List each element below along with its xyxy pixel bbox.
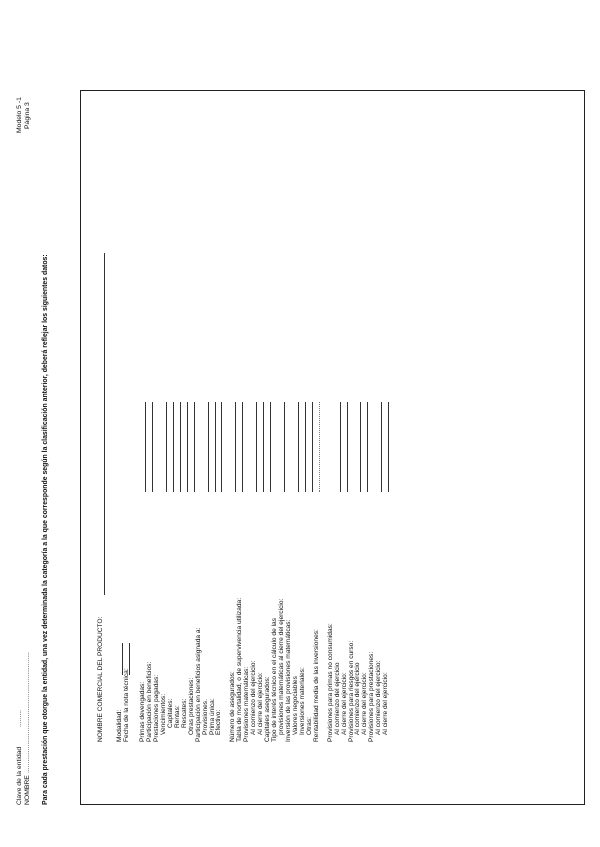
form-line-label: Capitales: — [166, 698, 174, 728]
form-line-label: Provisiones para prestaciones: — [368, 651, 376, 742]
form-line-label: Provisiones. — [201, 699, 209, 735]
entry-line[interactable] — [215, 402, 216, 492]
form-line-label: Rentabilidad media de las inversiones: — [312, 629, 320, 742]
form-line-label: Al cierre del ejercicio: — [361, 672, 369, 735]
modelo-label: Modelo 5 -1 — [16, 97, 23, 133]
form-line-label: Número de asegurados: — [229, 671, 237, 742]
fecha-nota-line[interactable] — [129, 643, 130, 675]
entry-line[interactable] — [180, 402, 181, 492]
entry-line[interactable] — [340, 402, 341, 492]
entry-line[interactable] — [152, 402, 153, 492]
entry-line[interactable] — [235, 402, 236, 492]
form-line-label: Prestaciones pagadas: — [152, 674, 160, 742]
form-line-label: Valores negociables — [291, 676, 299, 735]
form-line-label: Rescates: — [180, 698, 188, 728]
entry-line[interactable] — [263, 402, 264, 492]
entry-line[interactable] — [194, 402, 195, 492]
form-line-label: Tabla de mortalidad, o de supervivencia utilizada: — [236, 597, 244, 742]
form-line-label: Rentas: — [173, 705, 181, 728]
entry-line[interactable] — [312, 402, 313, 492]
form-line-label: Al comienzo del ejercicio: — [375, 660, 383, 735]
form-line-label: Al cierre del ejercicio: — [257, 672, 265, 735]
entry-line[interactable] — [298, 402, 299, 492]
form-line-label: Tipo de interés técnico en el cálculo de las — [271, 617, 279, 742]
entry-line[interactable] — [208, 402, 209, 492]
entry-line[interactable] — [305, 402, 306, 492]
form-line-label: Al cierre del ejercicio: — [382, 672, 390, 735]
instruction-text: Para cada prestación que otorgue la entidad, una vez determinada la categoría a la que corresponde según la clasificación anterior, deberá reflejar los siguientes datos: — [42, 254, 49, 805]
form-line-label: Inversiones materiales: — [298, 667, 306, 735]
nombre-dots: ................................................................ — [24, 652, 31, 773]
form-line-label: Primas devengadas: — [139, 681, 146, 742]
form-line-label: Capitales asegurados: — [264, 676, 272, 742]
pagina-label: Página 3 — [24, 102, 31, 129]
form-line-label: Al cierre del ejercicio: — [340, 672, 348, 735]
modalidad-line[interactable] — [122, 643, 123, 675]
modalidad-label: Modalidad: — [116, 709, 123, 742]
entry-line[interactable] — [256, 402, 257, 492]
entry-line[interactable] — [319, 402, 320, 492]
form-line-label: Al comienzo del ejercicio — [333, 662, 341, 735]
fecha-nota-label: Fecha de la nota técnica: — [123, 668, 130, 742]
entry-line[interactable] — [360, 402, 361, 492]
entry-line[interactable] — [145, 402, 146, 492]
entry-line[interactable] — [347, 402, 348, 492]
entry-line[interactable] — [270, 402, 271, 492]
form-line-label: Al comienzo del ejercicio: — [250, 660, 258, 735]
clave-label: Clave de la entidad — [16, 746, 23, 805]
form-line-label: Efectivo: — [215, 709, 223, 735]
form-line-label: Vencimientos: — [159, 693, 167, 735]
entry-line[interactable] — [166, 402, 167, 492]
entry-line[interactable] — [284, 402, 285, 492]
form-line-label: Otras prestaciones: — [187, 677, 195, 735]
entry-line[interactable] — [381, 402, 382, 492]
entry-line[interactable] — [221, 402, 222, 492]
form-line-label: Provisiones para primas no consumidas: — [326, 623, 334, 742]
form-line-label: Otras: — [305, 717, 313, 735]
form-line-label: Participación en beneficios: — [145, 661, 153, 742]
clave-dots: ......... — [16, 710, 23, 727]
entry-line[interactable] — [242, 402, 243, 492]
form-line-label: Inversión de las provisiones matemáticas: — [284, 619, 292, 742]
nombre-label: NOMBRE — [24, 775, 31, 805]
form-line-label: Participación en beneficios asignada a: — [194, 627, 202, 742]
form-line-label: Provisiones matemáticas: — [243, 666, 251, 742]
form-line-label: Prima única: — [208, 698, 216, 735]
entry-line[interactable] — [187, 402, 188, 492]
form-line-label: provisiones matemáticas al cierre del ejercicio: — [278, 598, 285, 735]
entry-line[interactable] — [388, 402, 389, 492]
form-line-label: Provisiones para riesgos en curso: — [347, 640, 355, 742]
form-line-label: Al comienzo del ejercicio — [354, 662, 362, 735]
entry-line[interactable] — [367, 402, 368, 492]
product-name-line[interactable] — [104, 253, 105, 595]
entry-line[interactable] — [173, 402, 174, 492]
product-name-label: NOMBRE COMERCIAL DEL PRODUCTO: — [97, 616, 104, 742]
